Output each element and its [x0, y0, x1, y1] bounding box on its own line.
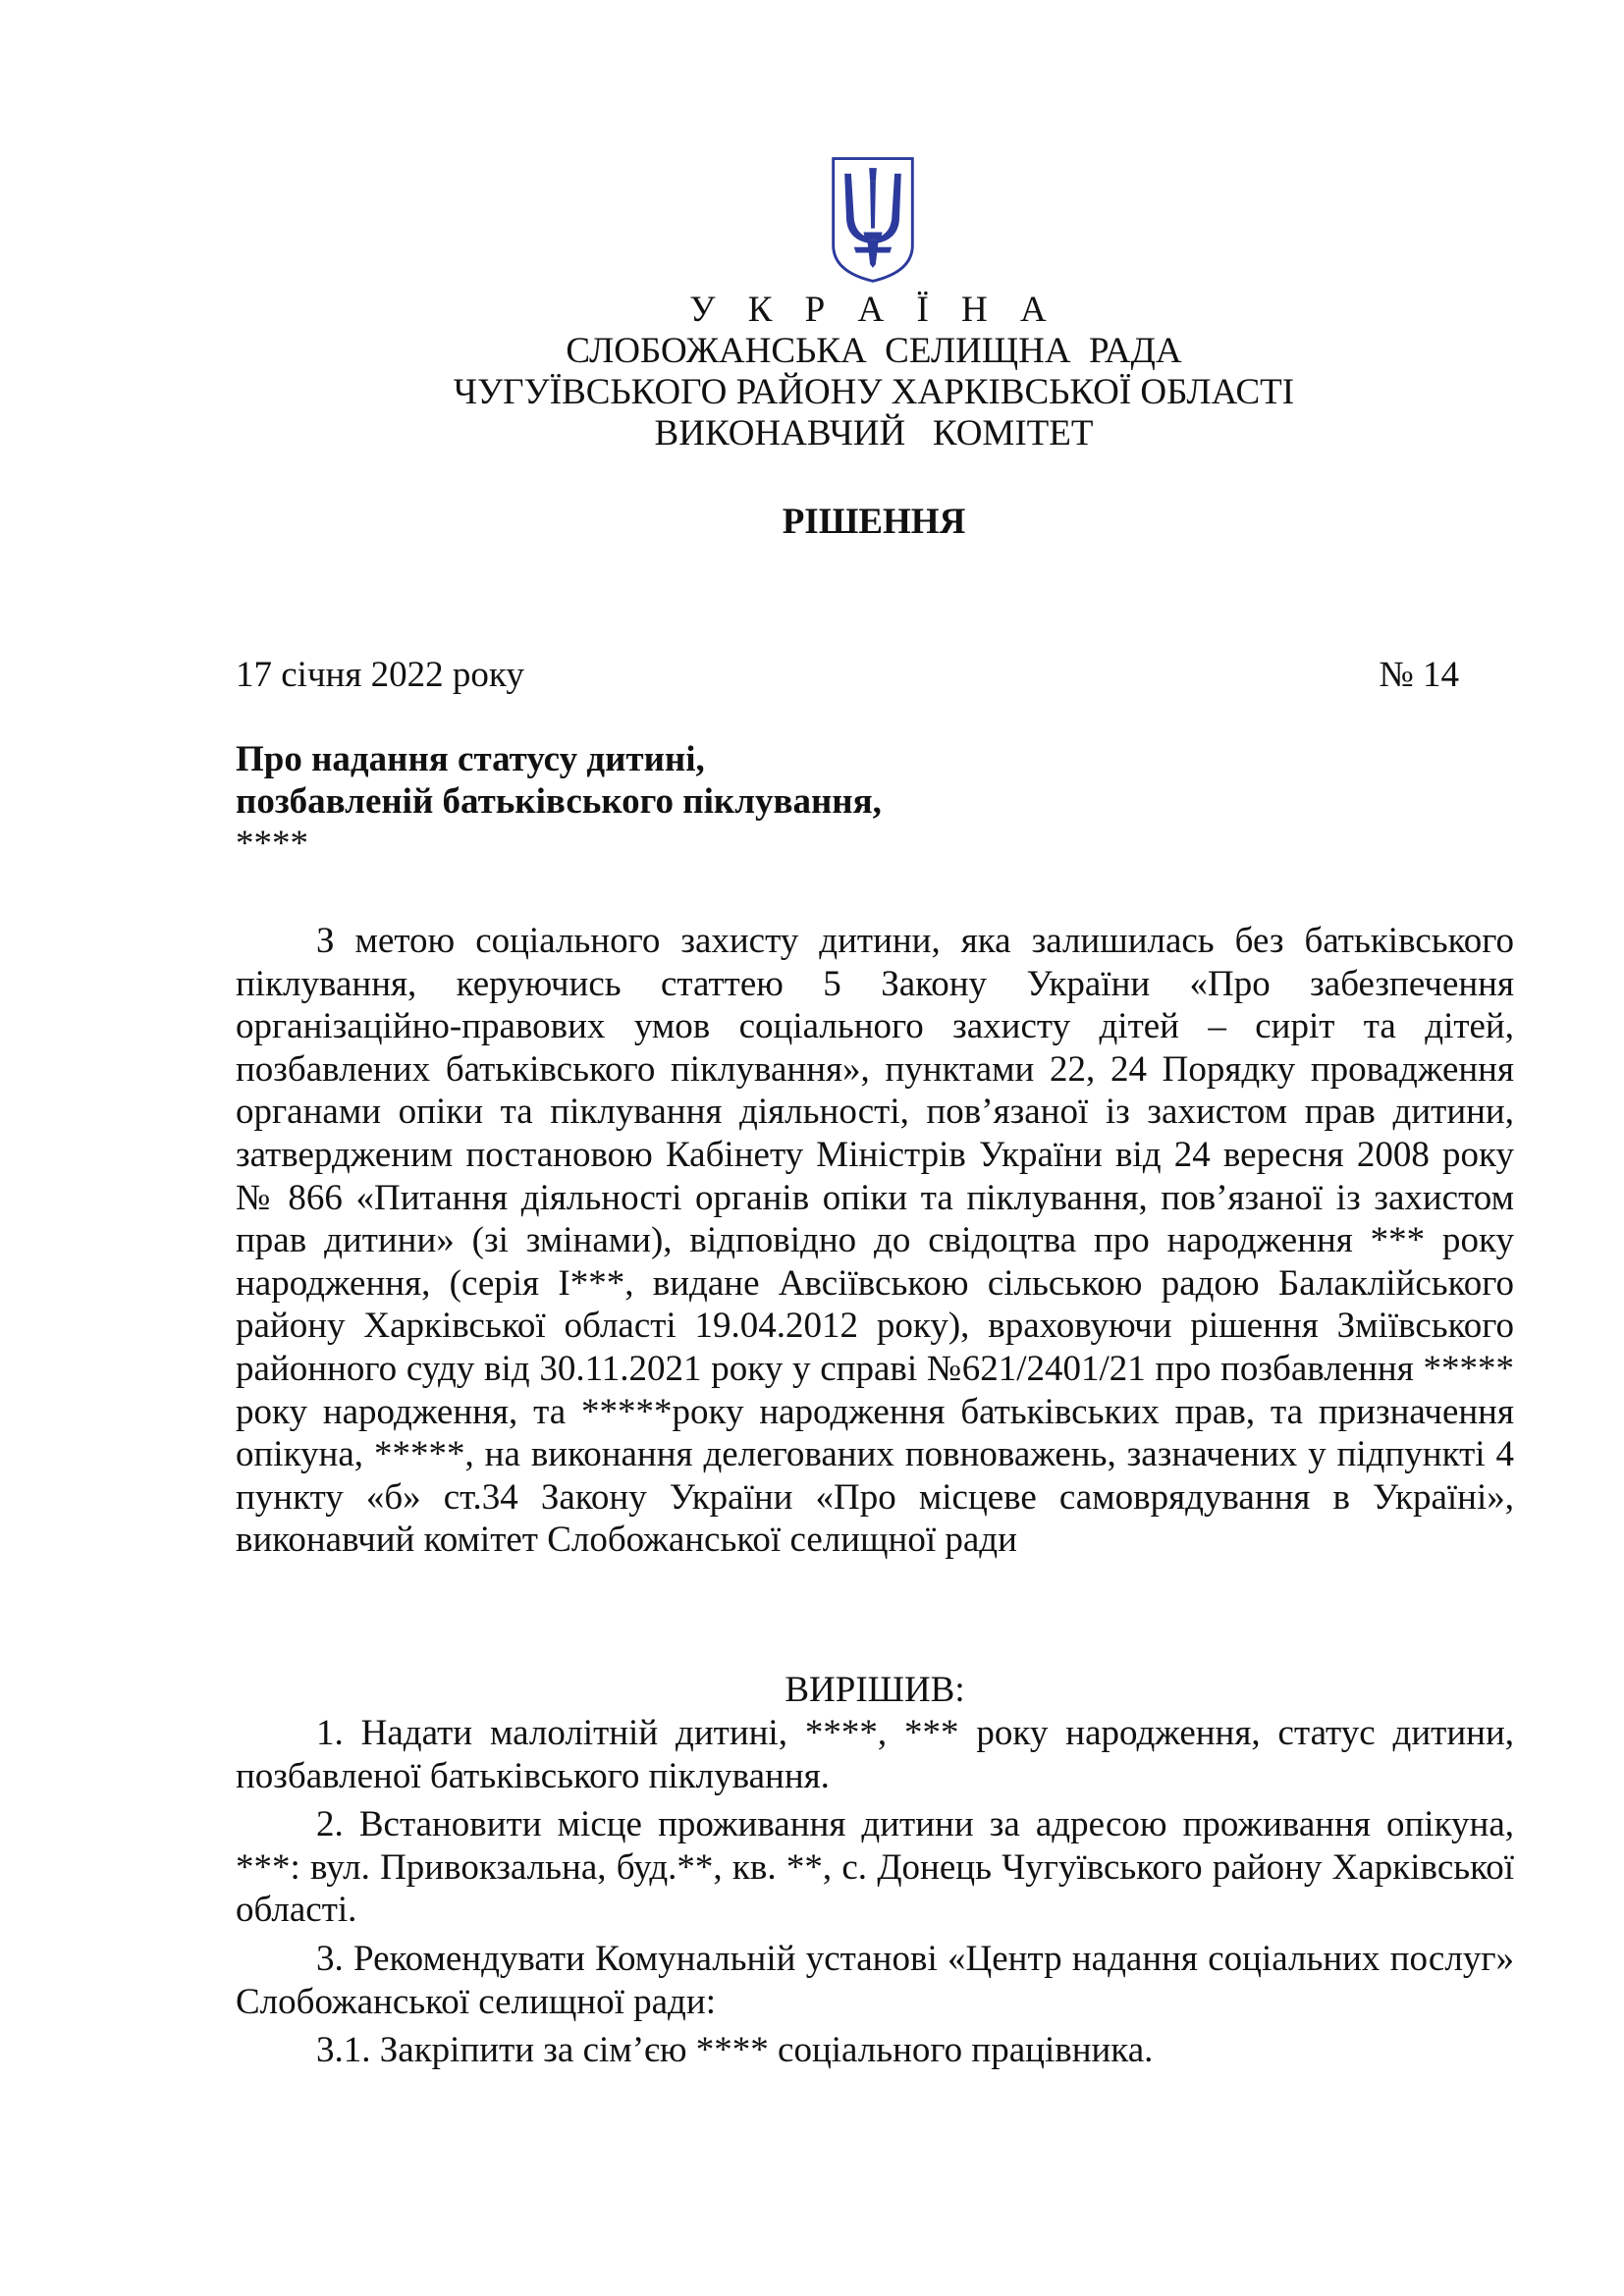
document-title: РІШЕННЯ — [782, 502, 966, 542]
decision-item-3-1: 3.1. Закріпити за сім’єю **** соціального працівника. — [316, 2030, 1154, 2071]
decision-number: № 14 — [1379, 655, 1459, 695]
decision-item-1: 1. Надати малолітній дитині, ****, *** року народження, статус дитини, позбавленої батьківського піклування. — [236, 1713, 1514, 1796]
preamble-paragraph: З метою соціального захисту дитини, яка залишилась без батьківського піклування, керуючись статтею 5 Закону України «Про забезпечення організаційно-правових умов соціального захисту дітей – сиріт та дітей, позбавлених батьківського піклування», пунктами 22, 24 Порядку провадження органами опіки та піклування діяльності, пов’язаної із захистом прав дитини, затвердженим постановою Кабінету Міністрів України від 24 вересня 2008 року № 866 «Питання діяльності органів опіки та піклування, пов’язаної із захистом прав дитини» (зі змінами), відповідно до свідоцтва про народження *** року народження, (серія І***, видане Авсіївською сільською радою Балаклійського району Харківської області 19.04.2012 року), враховуючи рішення Зміївського районного суду від 30.11.2021 року у справі №621/2401/21 про позбавлення ***** року народження, та *****року народження батьківських прав, та призначення опікуна, *****, на виконання делегованих повноважень, зазначених у підпункті 4 пункту «б» ст.34 Закону України «Про місцеве самоврядування в Україні», виконавчий комітет Слобожанської селищної ради — [236, 921, 1514, 1561]
decision-subject — [236, 738, 882, 865]
country-name: У К Р А Ї Н А — [689, 290, 1058, 330]
subject-line-3: **** — [236, 824, 308, 864]
decision-date: 17 січня 2022 року — [236, 655, 524, 695]
decision-item-3: 3. Рекомендувати Комунальній установі «Центр надання соціальних послуг» Слобожанської селищної ради: — [236, 1938, 1514, 2022]
committee-name: ВИКОНАВЧИЙ КОМІТЕТ — [654, 413, 1094, 454]
decision-item-2: 2. Встановити місце проживання дитини за адресою проживання опікуна, ***: вул. Привокзальна, буд.**, кв. **, с. Донець Чугуївського району Харківської області. — [236, 1804, 1514, 1931]
council-name: СЛОБОЖАНСЬКА СЕЛИЩНА РАДА — [566, 331, 1182, 371]
subject-line-2: позбавленій батьківського піклування, — [236, 781, 882, 822]
preamble — [236, 920, 1514, 1562]
district-name: ЧУГУЇВСЬКОГО РАЙОНУ ХАРКІВСЬКОЇ ОБЛАСТІ — [453, 372, 1295, 412]
subject-line-1: Про надання статусу дитині, — [236, 739, 705, 779]
decision-items — [236, 1712, 1514, 2078]
coat-of-arms-icon — [826, 152, 920, 286]
decided-heading: ВИРІШИВ: — [785, 1670, 965, 1710]
document-header — [236, 290, 1512, 454]
